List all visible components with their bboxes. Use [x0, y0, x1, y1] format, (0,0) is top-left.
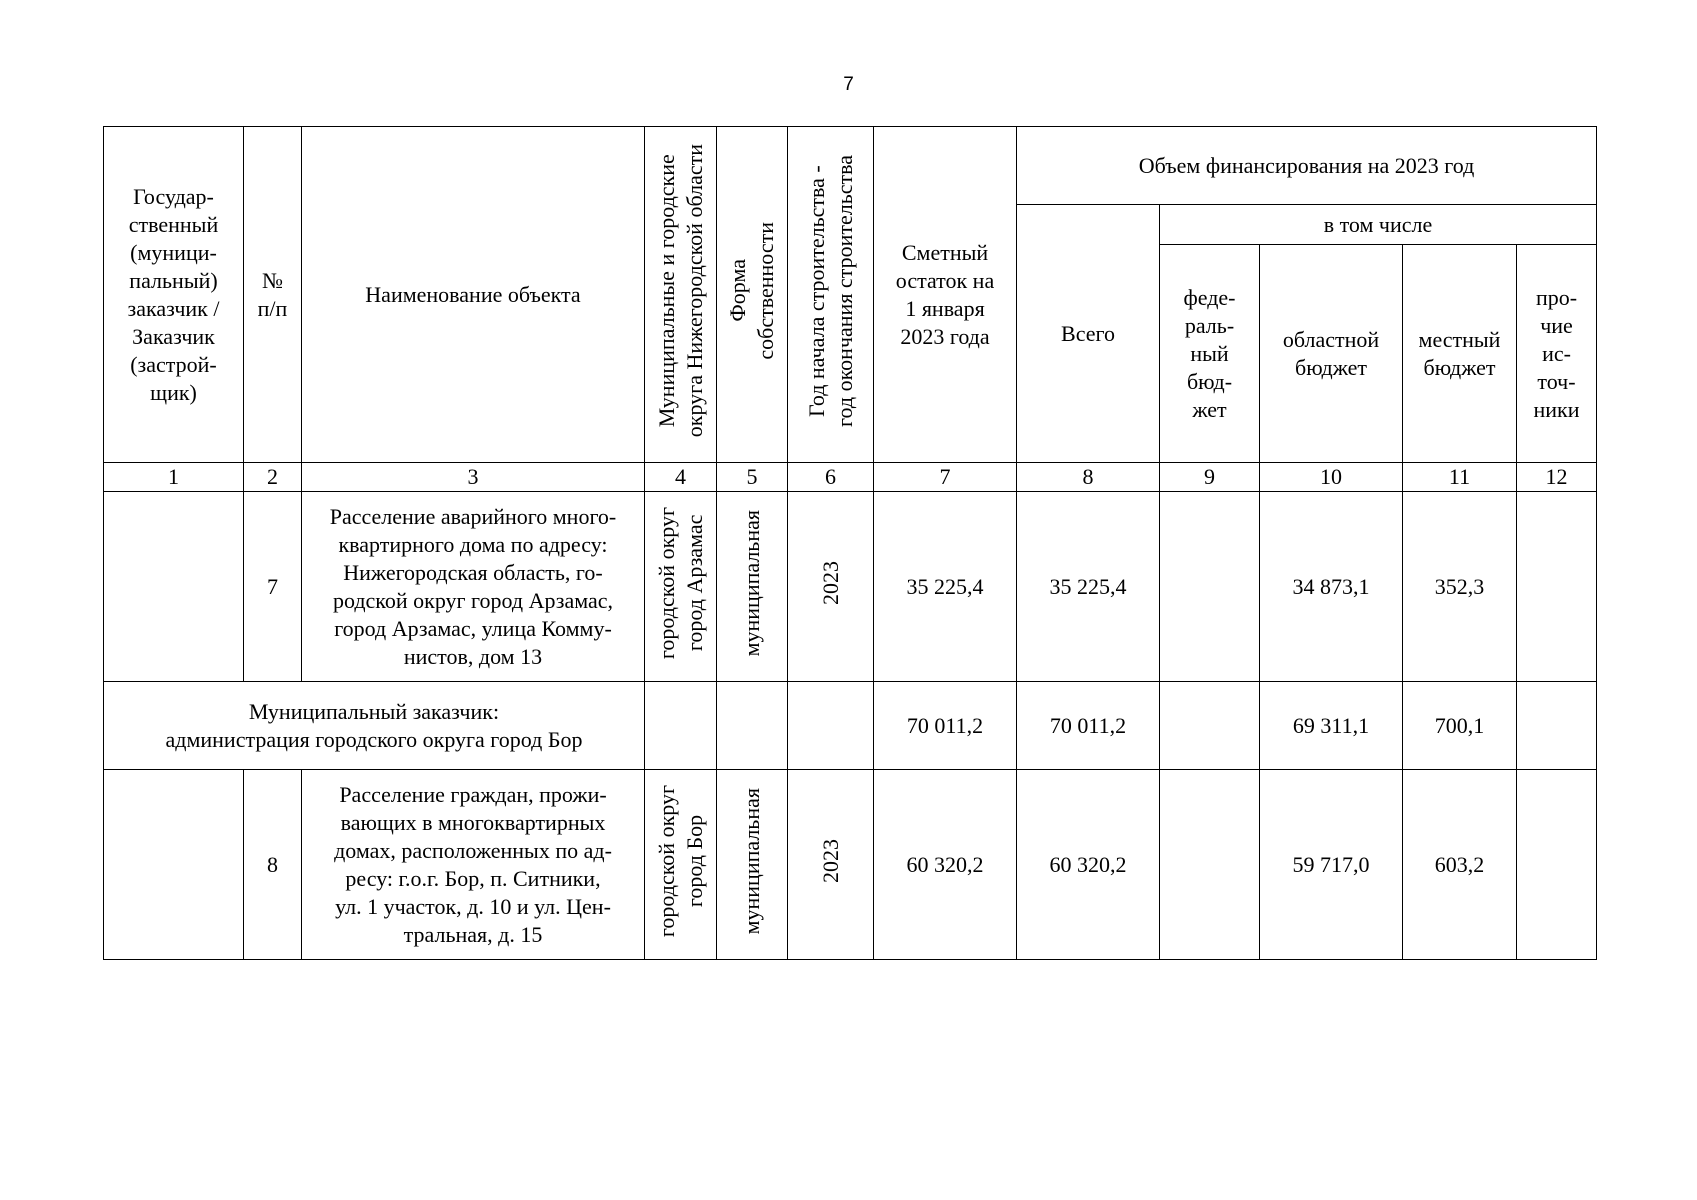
header-other: про- чие ис- точ- ники: [1517, 245, 1597, 463]
header-local: местный бюджет: [1403, 245, 1517, 463]
ownership: [717, 682, 788, 770]
financing-table: [103, 126, 1597, 960]
regional-value: 34 873,1: [1260, 492, 1403, 682]
header-municipality: Муниципальные и городские округа Нижегородской области: [645, 127, 717, 463]
column-number: 1: [104, 463, 244, 492]
customer-cell: [104, 492, 244, 682]
column-number: 3: [302, 463, 645, 492]
total-value: 60 320,2: [1017, 770, 1160, 960]
column-number: 11: [1403, 463, 1517, 492]
other-value: [1517, 492, 1597, 682]
header-customer: Государ- ственный (муници- пальный) заказчик / Заказчик (застрой- щик): [104, 127, 244, 463]
column-number-row: [104, 463, 1597, 492]
header-financing: Объем финансирования на 2023 год: [1017, 127, 1597, 205]
header-estimate: Сметный остаток на 1 января 2023 года: [874, 127, 1017, 463]
table-row: [104, 492, 1597, 682]
municipality: городской округ город Арзамас: [645, 492, 717, 682]
customer-label: Муниципальный заказчик: администрация городского округа город Бор: [104, 682, 645, 770]
column-number: 4: [645, 463, 717, 492]
estimate-value: 35 225,4: [874, 492, 1017, 682]
federal-value: [1160, 492, 1260, 682]
column-number: 2: [244, 463, 302, 492]
page-number: 7: [843, 74, 854, 95]
federal-value: [1160, 770, 1260, 960]
column-number: 8: [1017, 463, 1160, 492]
column-number: 6: [788, 463, 874, 492]
other-value: [1517, 682, 1597, 770]
local-value: 352,3: [1403, 492, 1517, 682]
total-value: 70 011,2: [1017, 682, 1160, 770]
header-number: № п/п: [244, 127, 302, 463]
customer-cell: [104, 770, 244, 960]
local-value: 700,1: [1403, 682, 1517, 770]
column-number: 7: [874, 463, 1017, 492]
years: 2023: [788, 770, 874, 960]
municipality: городской округ город Бор: [645, 770, 717, 960]
column-number: 12: [1517, 463, 1597, 492]
row-number: 7: [244, 492, 302, 682]
total-value: 35 225,4: [1017, 492, 1160, 682]
years: 2023: [788, 492, 874, 682]
object-name: Расселение граждан, прожи- вающих в многоквартирных домах, расположенных по ад- ресу: г.о.г. Бор, п. Ситники, ул. 1 участок, д. 10 и ул. Цен- тральная, д. 15: [302, 770, 645, 960]
ownership: муниципальная: [717, 492, 788, 682]
header-years: Год начала строительства - год окончания строительства: [788, 127, 874, 463]
years: [788, 682, 874, 770]
local-value: 603,2: [1403, 770, 1517, 960]
header-regional: областной бюджет: [1260, 245, 1403, 463]
header-including: в том числе: [1160, 205, 1597, 245]
column-number: 5: [717, 463, 788, 492]
header-object-name: Наименование объекта: [302, 127, 645, 463]
federal-value: [1160, 682, 1260, 770]
other-value: [1517, 770, 1597, 960]
estimate-value: 70 011,2: [874, 682, 1017, 770]
header-ownership: Форма собственности: [717, 127, 788, 463]
regional-value: 69 311,1: [1260, 682, 1403, 770]
object-name: Расселение аварийного много- квартирного дома по адресу: Нижегородская область, го- родской округ город Арзамас, город Арзамас, улица Комму- нистов, дом 13: [302, 492, 645, 682]
ownership: муниципальная: [717, 770, 788, 960]
customer-row: [104, 682, 1597, 770]
row-number: 8: [244, 770, 302, 960]
header-federal: феде- раль- ный бюд- жет: [1160, 245, 1260, 463]
estimate-value: 60 320,2: [874, 770, 1017, 960]
column-number: 9: [1160, 463, 1260, 492]
regional-value: 59 717,0: [1260, 770, 1403, 960]
municipality: [645, 682, 717, 770]
header-total: Всего: [1017, 205, 1160, 463]
table-row: [104, 770, 1597, 960]
column-number: 10: [1260, 463, 1403, 492]
